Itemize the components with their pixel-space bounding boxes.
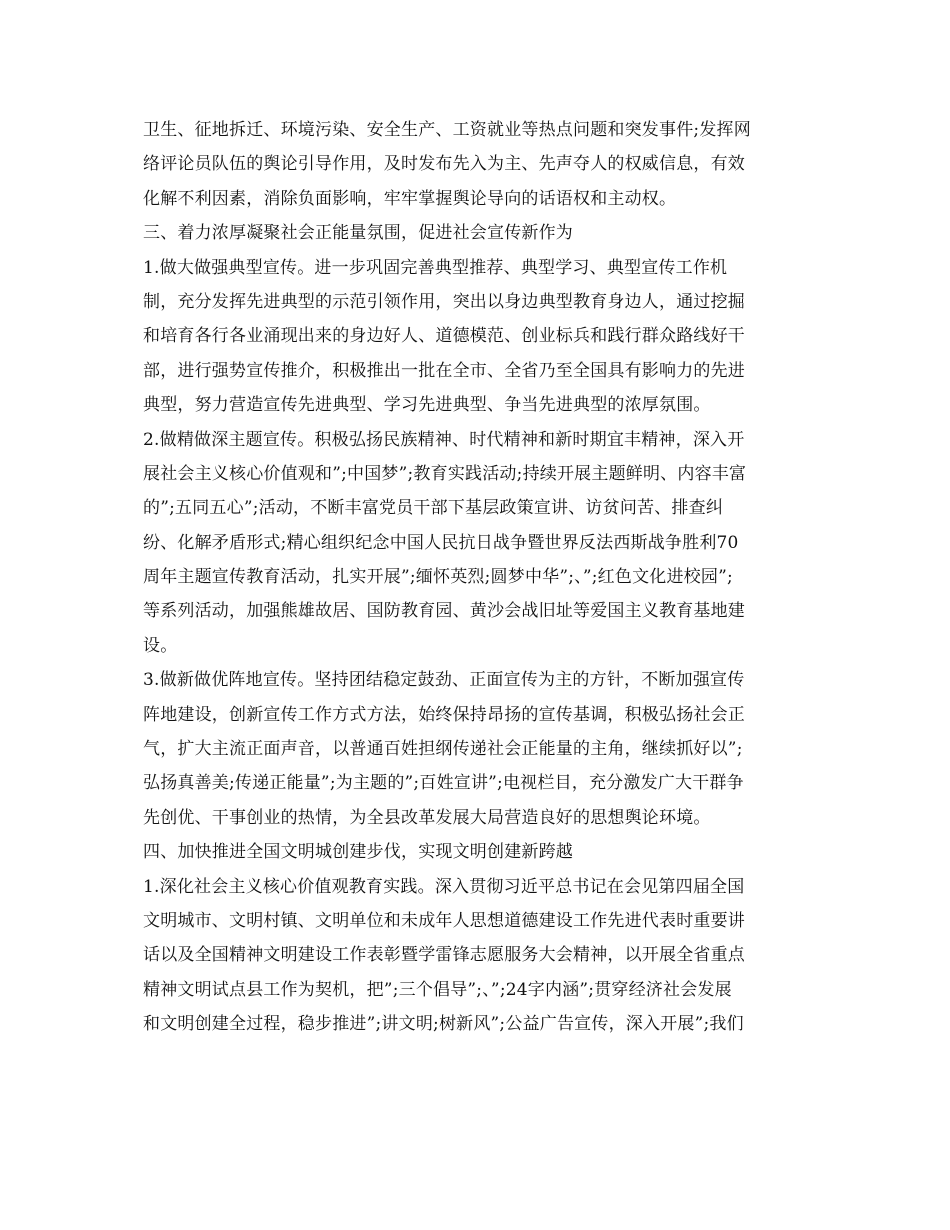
- text-line: 气，扩大主流正面声音，以普通百姓担纲传递社会正能量的主角，继续抓好以”;: [143, 739, 743, 760]
- text-line: 1.深化社会主义核心价值观教育实践。深入贯彻习近平总书记在会见第四届全国: [143, 876, 745, 897]
- section-heading: 四、加快推进全国文明城创建步伐，实现文明创建新跨越: [143, 842, 573, 863]
- text-line: 2.做精做深主题宣传。积极弘扬民族精神、时代精神和新时期宜丰精神，深入开: [143, 429, 745, 450]
- text-line: 等系列活动，加强熊雄故居、国防教育园、黄沙会战旧址等爱国主义教育基地建: [143, 601, 745, 622]
- text-line: 阵地建设，创新宣传工作方式方法，始终保持昂扬的宣传基调，积极弘扬社会正: [143, 704, 745, 725]
- section-heading: 三、着力浓厚凝聚社会正能量氛围，促进社会宣传新作为: [143, 223, 573, 244]
- text-line: 和文明创建全过程，稳步推进”;讲文明;树新风”;公益广告宣传，深入开展”;我们: [143, 1014, 744, 1035]
- text-line: 1.做大做强典型宣传。进一步巩固完善典型推荐、典型学习、典型宣传工作机: [143, 257, 728, 278]
- text-line: 精神文明试点县工作为契机，把”;三个倡导”;、”;24字内涵”;贯穿经济社会发展: [143, 979, 732, 1000]
- document-body: [143, 113, 803, 1042]
- text-line: 周年主题宣传教育活动，扎实开展”;缅怀英烈;圆梦中华”;、”;红色文化进校园”;: [143, 567, 733, 588]
- text-line: 文明城市、文明村镇、文明单位和未成年人思想道德建设工作先进代表时重要讲: [143, 910, 745, 931]
- text-line: 和培育各行各业涌现出来的身边好人、道德模范、创业标兵和践行群众路线好干: [143, 326, 745, 347]
- text-line: 设。: [143, 635, 178, 656]
- text-line: 先创优、干事创业的热情，为全县改革发展大局营造良好的思想舆论环境。: [143, 807, 711, 828]
- text-line: 典型，努力营造宣传先进典型、学习先进典型、争当先进典型的浓厚氛围。: [143, 395, 711, 416]
- text-line: 卫生、征地拆迁、环境污染、安全生产、工资就业等热点问题和突发事件;发挥网: [143, 120, 751, 140]
- text-line: 络评论员队伍的舆论引导作用，及时发布先入为主、先声夺人的权威信息，有效: [143, 154, 745, 175]
- text-line: 话以及全国精神文明建设工作表彰暨学雷锋志愿服务大会精神，以开展全省重点: [143, 945, 745, 966]
- text-line: 部，进行强势宣传推介，积极推出一批在全市、全省乃至全国具有影响力的先进: [143, 360, 745, 381]
- text-line: 化解不利因素，消除负面影响，牢牢掌握舆论导向的话语权和主动权。: [143, 188, 677, 209]
- text-line: 弘扬真善美;传递正能量”;为主题的”;百姓宣讲”;电视栏目，充分激发广大干群争: [143, 773, 744, 794]
- text-line: 3.做新做优阵地宣传。坚持团结稳定鼓劲、正面宣传为主的方针，不断加强宣传: [143, 670, 745, 691]
- text-line: 的”;五同五心”;活动，不断丰富党员干部下基层政策宣讲、访贫问苦、排查纠: [143, 498, 724, 519]
- text-line: 制，充分发挥先进典型的示范引领作用，突出以身边典型教育身边人，通过挖掘: [143, 291, 745, 312]
- text-line: 展社会主义核心价值观和”;中国梦”;教育实践活动;持续开展主题鲜明、内容丰富: [143, 463, 747, 484]
- text-line: 纷、化解矛盾形式;精心组织纪念中国人民抗日战争暨世界反法西斯战争胜利70: [143, 532, 739, 553]
